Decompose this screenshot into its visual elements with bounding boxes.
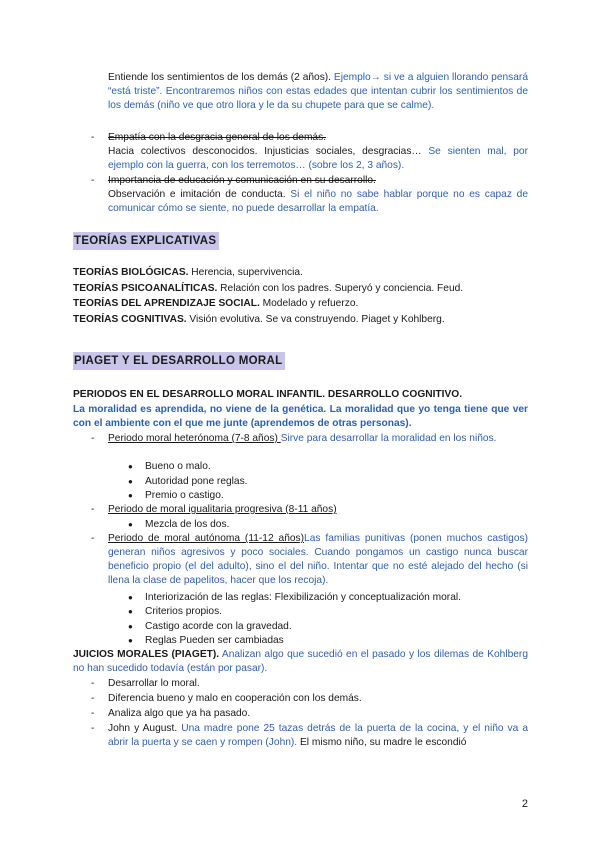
item-title: Importancia de educación y comunicación en su desarrollo. xyxy=(108,175,376,186)
bullet-dot: ● xyxy=(128,520,133,529)
juicios-item: Desarrollar lo moral. xyxy=(108,678,200,689)
bullet-item: Autoridad pone reglas. xyxy=(145,476,248,487)
juicios-item: Diferencia bueno y malo en cooperación con los demás. xyxy=(108,693,362,704)
teoria-text: Modelado y refuerzo. xyxy=(259,298,359,309)
dash-bullet: - xyxy=(91,693,95,704)
teoria-row xyxy=(73,313,528,327)
teoria-label: TEORÍAS BIOLÓGICAS. xyxy=(73,267,189,278)
bullet-dot: ● xyxy=(128,593,133,602)
john-august-item xyxy=(108,722,528,750)
paragraph-empathy-others xyxy=(108,71,528,113)
bullet-item: Reglas Pueden ser cambiadas xyxy=(145,635,284,646)
text: Observación e imitación de conducta. xyxy=(108,189,291,200)
juicios-item: Analiza algo que ya ha pasado. xyxy=(108,708,251,719)
item-education xyxy=(108,174,528,216)
teoria-row xyxy=(73,282,528,296)
juicios-label: JUICIOS MORALES (PIAGET). xyxy=(73,649,220,660)
bullet-dot: ● xyxy=(128,622,133,631)
period-title: Periodo moral heterónoma (7-8 años) xyxy=(108,433,281,444)
teoria-row xyxy=(73,297,528,311)
period-heteronoma xyxy=(108,432,528,446)
dash-bullet: - xyxy=(91,678,95,689)
periods-title: PERIODOS EN EL DESARROLLO MORAL INFANTIL. DESARROLLO COGNITIVO. xyxy=(73,389,463,400)
bullet-item: Bueno o malo. xyxy=(145,461,211,472)
teoria-text: Relación con los padres. Superyó y conciencia. Feud. xyxy=(217,282,464,294)
item-body xyxy=(108,188,528,216)
dash-bullet: - xyxy=(91,533,95,544)
period-desc: Las familias punitivas (ponen muchos castigos) generan niños agresivos y poco sociales. Cuando pongamos un castigo nunca buscar beneficio propio (el del adulto), sino el del niño. Intentar que no esté alejado del hecho (si llena la clase de papelitos, hacer que los recoja). xyxy=(108,533,528,586)
section-heading-teorias: TEORÍAS EXPLICATIVAS xyxy=(73,232,219,250)
dash-bullet: - xyxy=(91,504,95,515)
bullet-item: Castigo acorde con la gravedad. xyxy=(145,621,292,632)
teoria-label: TEORÍAS COGNITIVAS. xyxy=(73,313,187,325)
item-body xyxy=(108,145,528,173)
page-number: 2 xyxy=(521,798,528,810)
periods-intro: La moralidad es aprendida, no viene de la genética. La moralidad que yo tenga tiene que ver con el ambiente con el que me junte (aprendemos de otras personas). xyxy=(73,404,528,429)
bullet-dot: ● xyxy=(128,607,133,616)
juicios-text: Analizan algo que sucedió en el pasado y los dilemas de Kohlberg no han sucedido todavía (están por pasar). xyxy=(73,649,528,674)
period-title: Periodo de moral autónoma (11-12 años) xyxy=(108,533,305,544)
bullet-item: Mezcla de los dos. xyxy=(145,519,230,530)
bullet-dot: ● xyxy=(128,462,133,471)
john-label: John y August. xyxy=(108,723,178,734)
period-igualitaria: Periodo de moral igualitaria progresiva (8-11 años) xyxy=(108,504,337,515)
bullet-dot: ● xyxy=(128,636,133,645)
dash-bullet: - xyxy=(91,708,95,719)
period-autonoma xyxy=(108,532,528,588)
teoria-row xyxy=(73,266,528,280)
bullet-item: Criterios propios. xyxy=(145,606,222,617)
item-title: Empatía con la desgracia general de los demás. xyxy=(108,132,327,143)
bullet-dot: ● xyxy=(128,477,133,486)
bullet-item: Premio o castigo. xyxy=(145,490,224,501)
text: Entiende los sentimientos de los demás (2 años). xyxy=(108,72,334,83)
juicios-paragraph xyxy=(73,648,528,676)
teoria-label: TEORÍAS PSICOANALÍTICAS. xyxy=(73,282,218,294)
text: Hacia colectivos desconocidos. Injusticias sociales, desgracias… xyxy=(108,146,429,157)
section-heading-piaget: PIAGET Y EL DESARROLLO MORAL xyxy=(73,352,285,370)
item-general-empathy xyxy=(108,131,528,173)
teorias-list xyxy=(73,266,528,327)
example-text: Se sienten mal, por ejemplo con la guerra, con los terremotos… (sobre los 2, 3 años). xyxy=(108,146,528,171)
dash-bullet: - xyxy=(91,175,95,186)
teoria-text: Herencia, supervivencia. xyxy=(188,267,303,278)
teoria-text: Visión evolutiva. Se va construyendo. Piaget y Kohlberg. xyxy=(186,313,445,325)
john-text: Una madre pone 25 tazas detrás de la puerta de la cocina, y el niño va a abrir la puerta y se caen y rompen (John). xyxy=(108,723,528,748)
example-text: Ejemplo→ si ve a alguien llorando pensará “está triste”. Encontraremos niños con estas edades que intentan cubrir los sentimientos de los demás (niño ve que otro llora y le da su chupete para que se calme). xyxy=(108,72,528,111)
dash-bullet: - xyxy=(91,433,95,444)
bullet-dot: ● xyxy=(128,491,133,500)
dash-bullet: - xyxy=(91,723,95,734)
period-desc: Sirve para desarrollar la moralidad en los niños. xyxy=(280,433,497,444)
teoria-label: TEORÍAS DEL APRENDIZAJE SOCIAL. xyxy=(73,298,260,309)
john-tail: El mismo niño, su madre le escondió xyxy=(299,737,467,748)
bullet-item: Interiorización de las reglas: Flexibilización y conceptualización moral. xyxy=(145,592,461,603)
dash-bullet: - xyxy=(91,132,95,143)
example-text: Si el niño no sabe hablar porque no es capaz de comunicar cómo se siente, no puede desarrollar la empatía. xyxy=(108,189,529,214)
